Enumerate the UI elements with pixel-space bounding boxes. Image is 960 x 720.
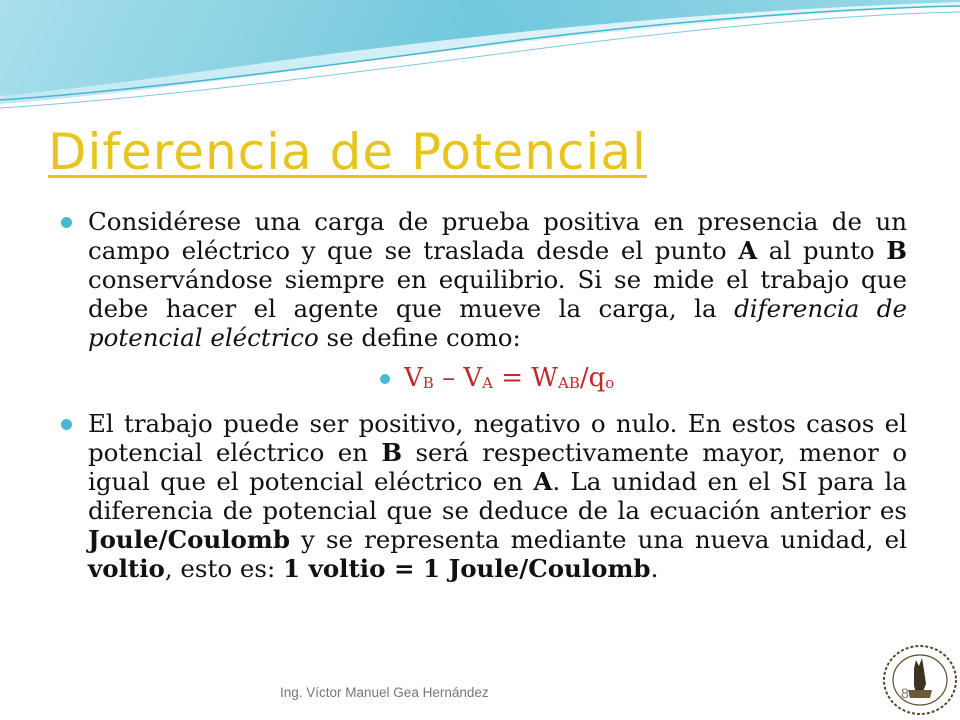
text-run: se define como: (318, 323, 521, 352)
text-run: conservándose siempre en equilibrio. Si se mide el trabajo que debe hacer el agente que mueve la carga, la (88, 265, 907, 323)
footer-author: Ing. Víctor Manuel Gea Hernández (280, 685, 489, 700)
term-voltio: voltio (88, 554, 165, 583)
slide-body (55, 207, 907, 583)
formula-part: AB (558, 374, 580, 392)
point-a-label: A (738, 236, 758, 265)
page-number: 8 (901, 685, 909, 701)
paragraph-definition (55, 207, 907, 352)
formula-part: – (433, 363, 464, 393)
formula-part: B (422, 374, 434, 392)
text-run: , esto es: (164, 554, 284, 583)
text-run: será respectivamente mayor, menor o igual que el potencial eléctrico en (88, 438, 907, 496)
point-b-label: B (381, 438, 403, 467)
formula-potential-difference (380, 362, 907, 399)
point-a-label: A (533, 467, 553, 496)
point-b-label: B (886, 236, 907, 265)
university-seal-icon (872, 640, 958, 718)
formula-part: = (492, 363, 532, 393)
slide-title: Diferencia de Potencial (48, 123, 647, 181)
term-potential-difference: diferencia de potencial eléctrico (88, 294, 907, 352)
paragraph-volt (55, 409, 907, 583)
bullet-icon (61, 419, 72, 430)
formula-part: V (404, 363, 423, 393)
bullet-icon (380, 374, 390, 384)
unit-joule-coulomb: Joule/Coulomb (88, 525, 290, 554)
text-run: al punto (757, 236, 887, 265)
formula-part: /q (579, 363, 606, 393)
volt-definition: 1 voltio = 1 Joule/Coulomb (283, 554, 651, 583)
formula-part: o (605, 374, 615, 392)
text-run: . La unidad en el SI para la diferencia de potencial que se deduce de la ecuación anterior es (88, 467, 907, 525)
header-wave-decoration (0, 0, 960, 120)
formula-part: W (531, 363, 559, 393)
text-run: . (650, 554, 659, 583)
text-run: Considérese una carga de prueba positiva en presencia de un campo eléctrico y que se traslada desde el punto (88, 207, 907, 265)
text-run: El trabajo puede ser positivo, negativo o nulo. En estos casos el potencial eléctrico en (88, 409, 907, 467)
formula-part: A (482, 374, 493, 392)
text-run: y se representa mediante una nueva unidad, el (289, 525, 907, 554)
bullet-icon (61, 217, 72, 228)
formula-part: V (463, 363, 483, 393)
